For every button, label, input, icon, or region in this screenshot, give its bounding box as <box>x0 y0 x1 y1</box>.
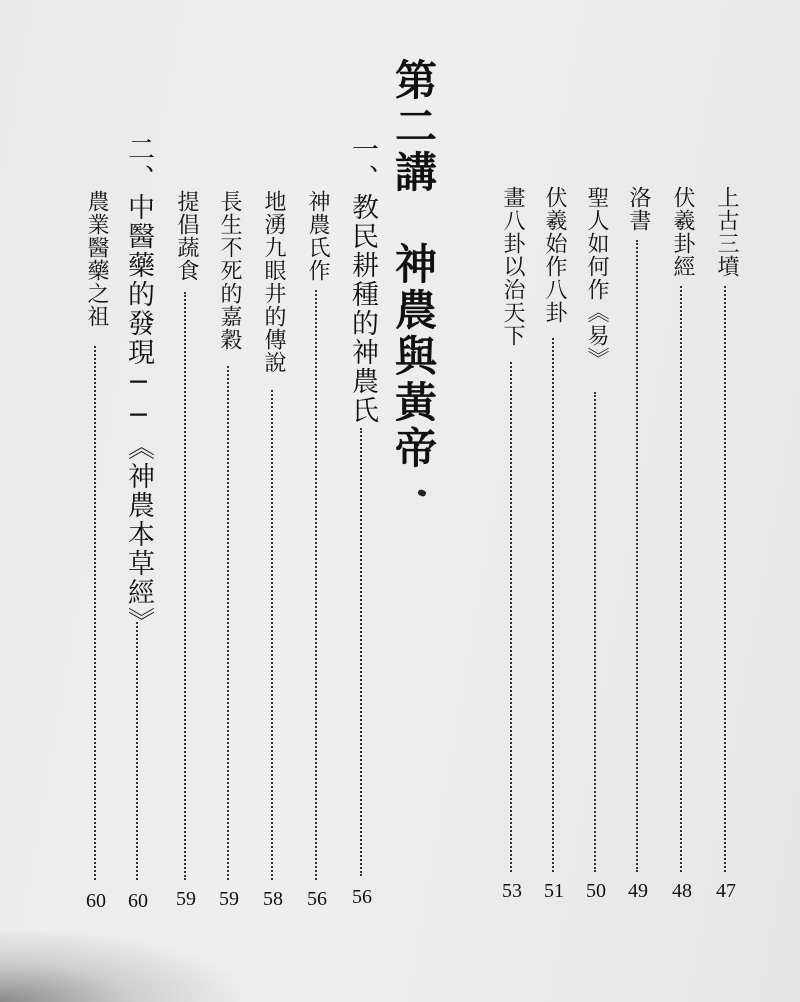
toc-entry[interactable] <box>253 0 293 1002</box>
toc-leader-dots <box>636 240 638 872</box>
toc-entry[interactable] <box>76 0 116 1002</box>
toc-page-number: 49 <box>628 880 648 902</box>
toc-entry-title: 聖人如何作《易》 <box>584 186 609 370</box>
toc-page-number: 47 <box>716 880 736 902</box>
toc-leader-dots <box>724 286 726 872</box>
toc-leader-dots <box>552 338 554 872</box>
toc-page-number: 59 <box>219 888 239 910</box>
toc-entry-title: 地湧九眼井的傳說 <box>261 190 286 374</box>
toc-leader-dots <box>680 286 682 872</box>
toc-entry-title: 伏羲始作八卦 <box>542 186 567 324</box>
toc-leader-dots <box>271 390 273 880</box>
toc-page-number: 56 <box>352 886 372 908</box>
toc-page-number: 50 <box>586 880 606 902</box>
toc-leader-dots <box>510 362 512 872</box>
toc-leader-dots <box>136 622 138 880</box>
toc-entry[interactable] <box>297 0 337 1002</box>
chapter-title: 第二講 神農與黃帝 <box>389 58 438 472</box>
toc-leader-dots <box>594 392 596 872</box>
toc-page-number: 60 <box>86 890 106 912</box>
toc-page-number: 59 <box>176 888 196 910</box>
toc-entry-title: 長生不死的嘉穀 <box>217 190 242 351</box>
toc-entry-title: 上古三墳 <box>714 186 739 278</box>
toc-leader-dots <box>227 366 229 880</box>
toc-page-number: 56 <box>307 888 327 910</box>
toc-section[interactable] <box>342 0 382 1002</box>
toc-section-title: 二、中醫藥的發現──《神農本草經》 <box>123 135 154 636</box>
toc-entry[interactable] <box>706 0 746 1002</box>
toc-leader-dots <box>94 346 96 880</box>
toc-page-number: 60 <box>128 890 148 912</box>
toc-entry[interactable] <box>166 0 206 1002</box>
toc-entry[interactable] <box>576 0 616 1002</box>
toc-entry-title: 提倡蔬食 <box>174 190 199 282</box>
toc-entry[interactable] <box>662 0 702 1002</box>
toc-section[interactable] <box>118 0 158 1002</box>
toc-entry-title: 神農氏作 <box>305 190 330 282</box>
toc-page-number: 58 <box>263 888 283 910</box>
page-curl-shadow <box>0 932 240 1002</box>
toc-entry-title: 農業醫藥之祖 <box>84 190 109 328</box>
toc-entry[interactable] <box>492 0 532 1002</box>
toc-page-number: 48 <box>672 880 692 902</box>
toc-entry-title: 伏羲卦經 <box>670 186 695 278</box>
toc-entry[interactable] <box>618 0 658 1002</box>
toc-page-number: 53 <box>502 880 522 902</box>
toc-entry[interactable] <box>209 0 249 1002</box>
toc-page-number: 51 <box>544 880 564 902</box>
toc-leader-dots <box>315 290 317 880</box>
toc-leader-dots <box>360 428 362 876</box>
toc-entry-title: 畫八卦以治天下 <box>500 186 525 347</box>
toc-entry[interactable] <box>534 0 574 1002</box>
toc-entry-title: 洛書 <box>626 186 651 232</box>
chapter-heading <box>385 0 438 1002</box>
toc-section-title: 一、教民耕種的神農氏 <box>347 135 378 425</box>
toc-leader-dots <box>184 292 186 880</box>
